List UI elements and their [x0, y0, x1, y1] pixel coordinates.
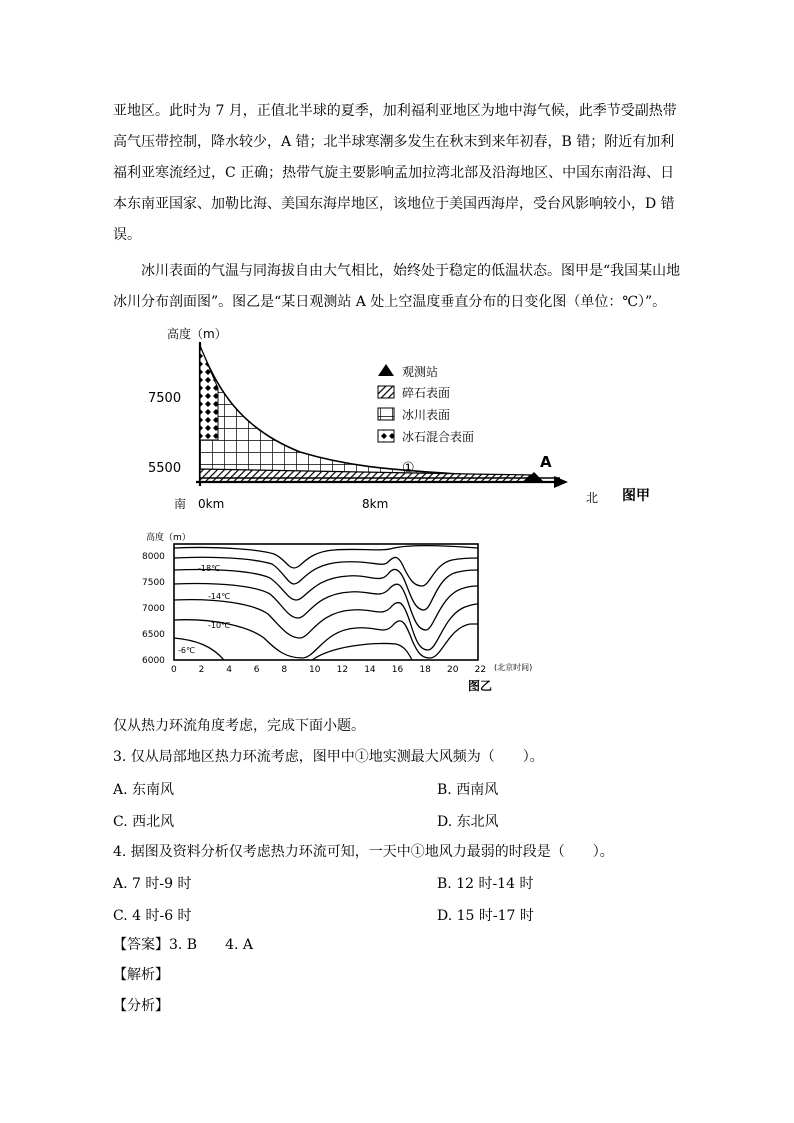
legend-label-mixed: 冰石混合表面 [402, 430, 475, 444]
y-tick-7000: 7000 [142, 604, 165, 614]
circle-one-label: ① [402, 460, 415, 476]
isotherm-label-14: -14℃ [208, 592, 231, 601]
isotherm-line [312, 644, 412, 660]
isotherms [174, 546, 478, 660]
legend-grid-icon [378, 408, 394, 420]
x-tick-label: 8 [281, 665, 288, 675]
fig-a-caption: 图甲 [622, 488, 650, 504]
fig-b-caption: 图乙 [468, 679, 493, 693]
x-tick-label: 4 [226, 665, 232, 675]
figure-a [140, 320, 680, 520]
x-tick-label: 20 [447, 665, 459, 675]
legend-label-station: 观测站 [402, 365, 439, 379]
q4-option-b[interactable]: B. 12 时-14 时 [437, 876, 534, 892]
q3-option-a[interactable]: A. 东南风 [113, 782, 175, 798]
legend-label-debris: 碎石表面 [402, 386, 451, 400]
question-3-stem: 3. 仅从局部地区热力环流考虑，图甲中①地实测最大风频为（ ）。 [113, 749, 544, 765]
isotherm-label-6: -6℃ [178, 646, 195, 655]
answer-line: 【答案】3. B 4. A [113, 937, 254, 953]
y-tick-8000: 8000 [142, 552, 165, 562]
analysis-heading: 【解析】 [113, 967, 169, 983]
legend-hatch-icon [378, 386, 394, 398]
x-north-label: 北 [586, 491, 599, 505]
x-tick-label: 16 [391, 665, 404, 675]
intro-paragraph: 亚地区。此时为 7 月，正值北半球的夏季，加利福利亚地区为地中海气候，此季节受副热带高气压带控制，降水较少，A 错；北半球寒潮多发生在秋末到来年初春，B 错；附近有加利福利亚寒流经过，C 正确；热带气旋主要影响孟加拉湾北部及沿海地区、中国东南沿海、日本东南亚国家、加勒比海、美国东海岸地区，该地位于美国西海岸，受台风影响较小，D 错误。 [113, 103, 677, 243]
x-tick-0km: 0km [198, 497, 225, 511]
fig-b-x-unit: (北京时间) [494, 663, 533, 672]
y-tick-6000: 6000 [142, 656, 165, 666]
y-tick-7500: 7500 [142, 578, 165, 588]
x-tick-label: 12 [336, 665, 349, 675]
y-tick-6500: 6500 [142, 630, 165, 640]
figure-b [112, 528, 552, 696]
legend-triangle-icon [378, 364, 394, 376]
fig-b-x-ticks [171, 665, 486, 675]
q4-option-d[interactable]: D. 15 时-17 时 [437, 908, 534, 924]
legend-label-glacier: 冰川表面 [402, 408, 451, 422]
fig-a-y-label: 高度（m） [167, 327, 227, 341]
fig-b-plot-frame [174, 544, 478, 660]
x-tick-label: 2 [198, 665, 205, 675]
x-south-label: 南 [174, 497, 187, 511]
fenxi-heading: 【分析】 [113, 998, 169, 1014]
mixed-surface [200, 346, 218, 440]
q4-option-c[interactable]: C. 4 时-6 时 [113, 908, 192, 924]
q3-option-d[interactable]: D. 东北风 [437, 814, 499, 830]
question-4-stem: 4. 据图及资料分析仅考虑热力环流可知，一天中①地风力最弱的时段是（ ）。 [113, 844, 614, 860]
q3-option-c[interactable]: C. 西北风 [113, 814, 175, 830]
fig-b-y-label: 高度（m） [146, 533, 191, 543]
x-tick-8km: 8km [362, 497, 389, 511]
fig-b-y-ticks [142, 552, 165, 666]
y-tick-5500: 5500 [148, 461, 182, 476]
q3-option-b[interactable]: B. 西南风 [437, 782, 499, 798]
x-tick-label: 0 [171, 665, 177, 675]
instruction-line: 仅从热力环流角度考虑，完成下面小题。 [113, 718, 365, 734]
x-tick-label: 14 [364, 665, 376, 675]
q4-option-a[interactable]: A. 7 时-9 时 [113, 876, 192, 892]
y-tick-7500: 7500 [148, 391, 182, 406]
point-a-label: A [540, 453, 552, 471]
material-paragraph: 冰川表面的气温与同海拔自由大气相比，始终处于稳定的低温状态。图甲是“我国某山地冰川分布剖面图”。图乙是“某日观测站 A 处上空温度垂直分布的日变化图（单位：℃）”。 [113, 263, 681, 310]
isotherm-label-10: -10℃ [208, 621, 231, 630]
isotherm-labels [178, 564, 230, 655]
x-tick-label: 18 [419, 665, 431, 675]
x-tick-label: 22 [474, 665, 487, 675]
isotherm-label-18: -18℃ [198, 564, 221, 573]
legend-diamond-icon [378, 430, 394, 442]
x-tick-label: 10 [309, 665, 321, 675]
x-tick-label: 6 [253, 665, 260, 675]
